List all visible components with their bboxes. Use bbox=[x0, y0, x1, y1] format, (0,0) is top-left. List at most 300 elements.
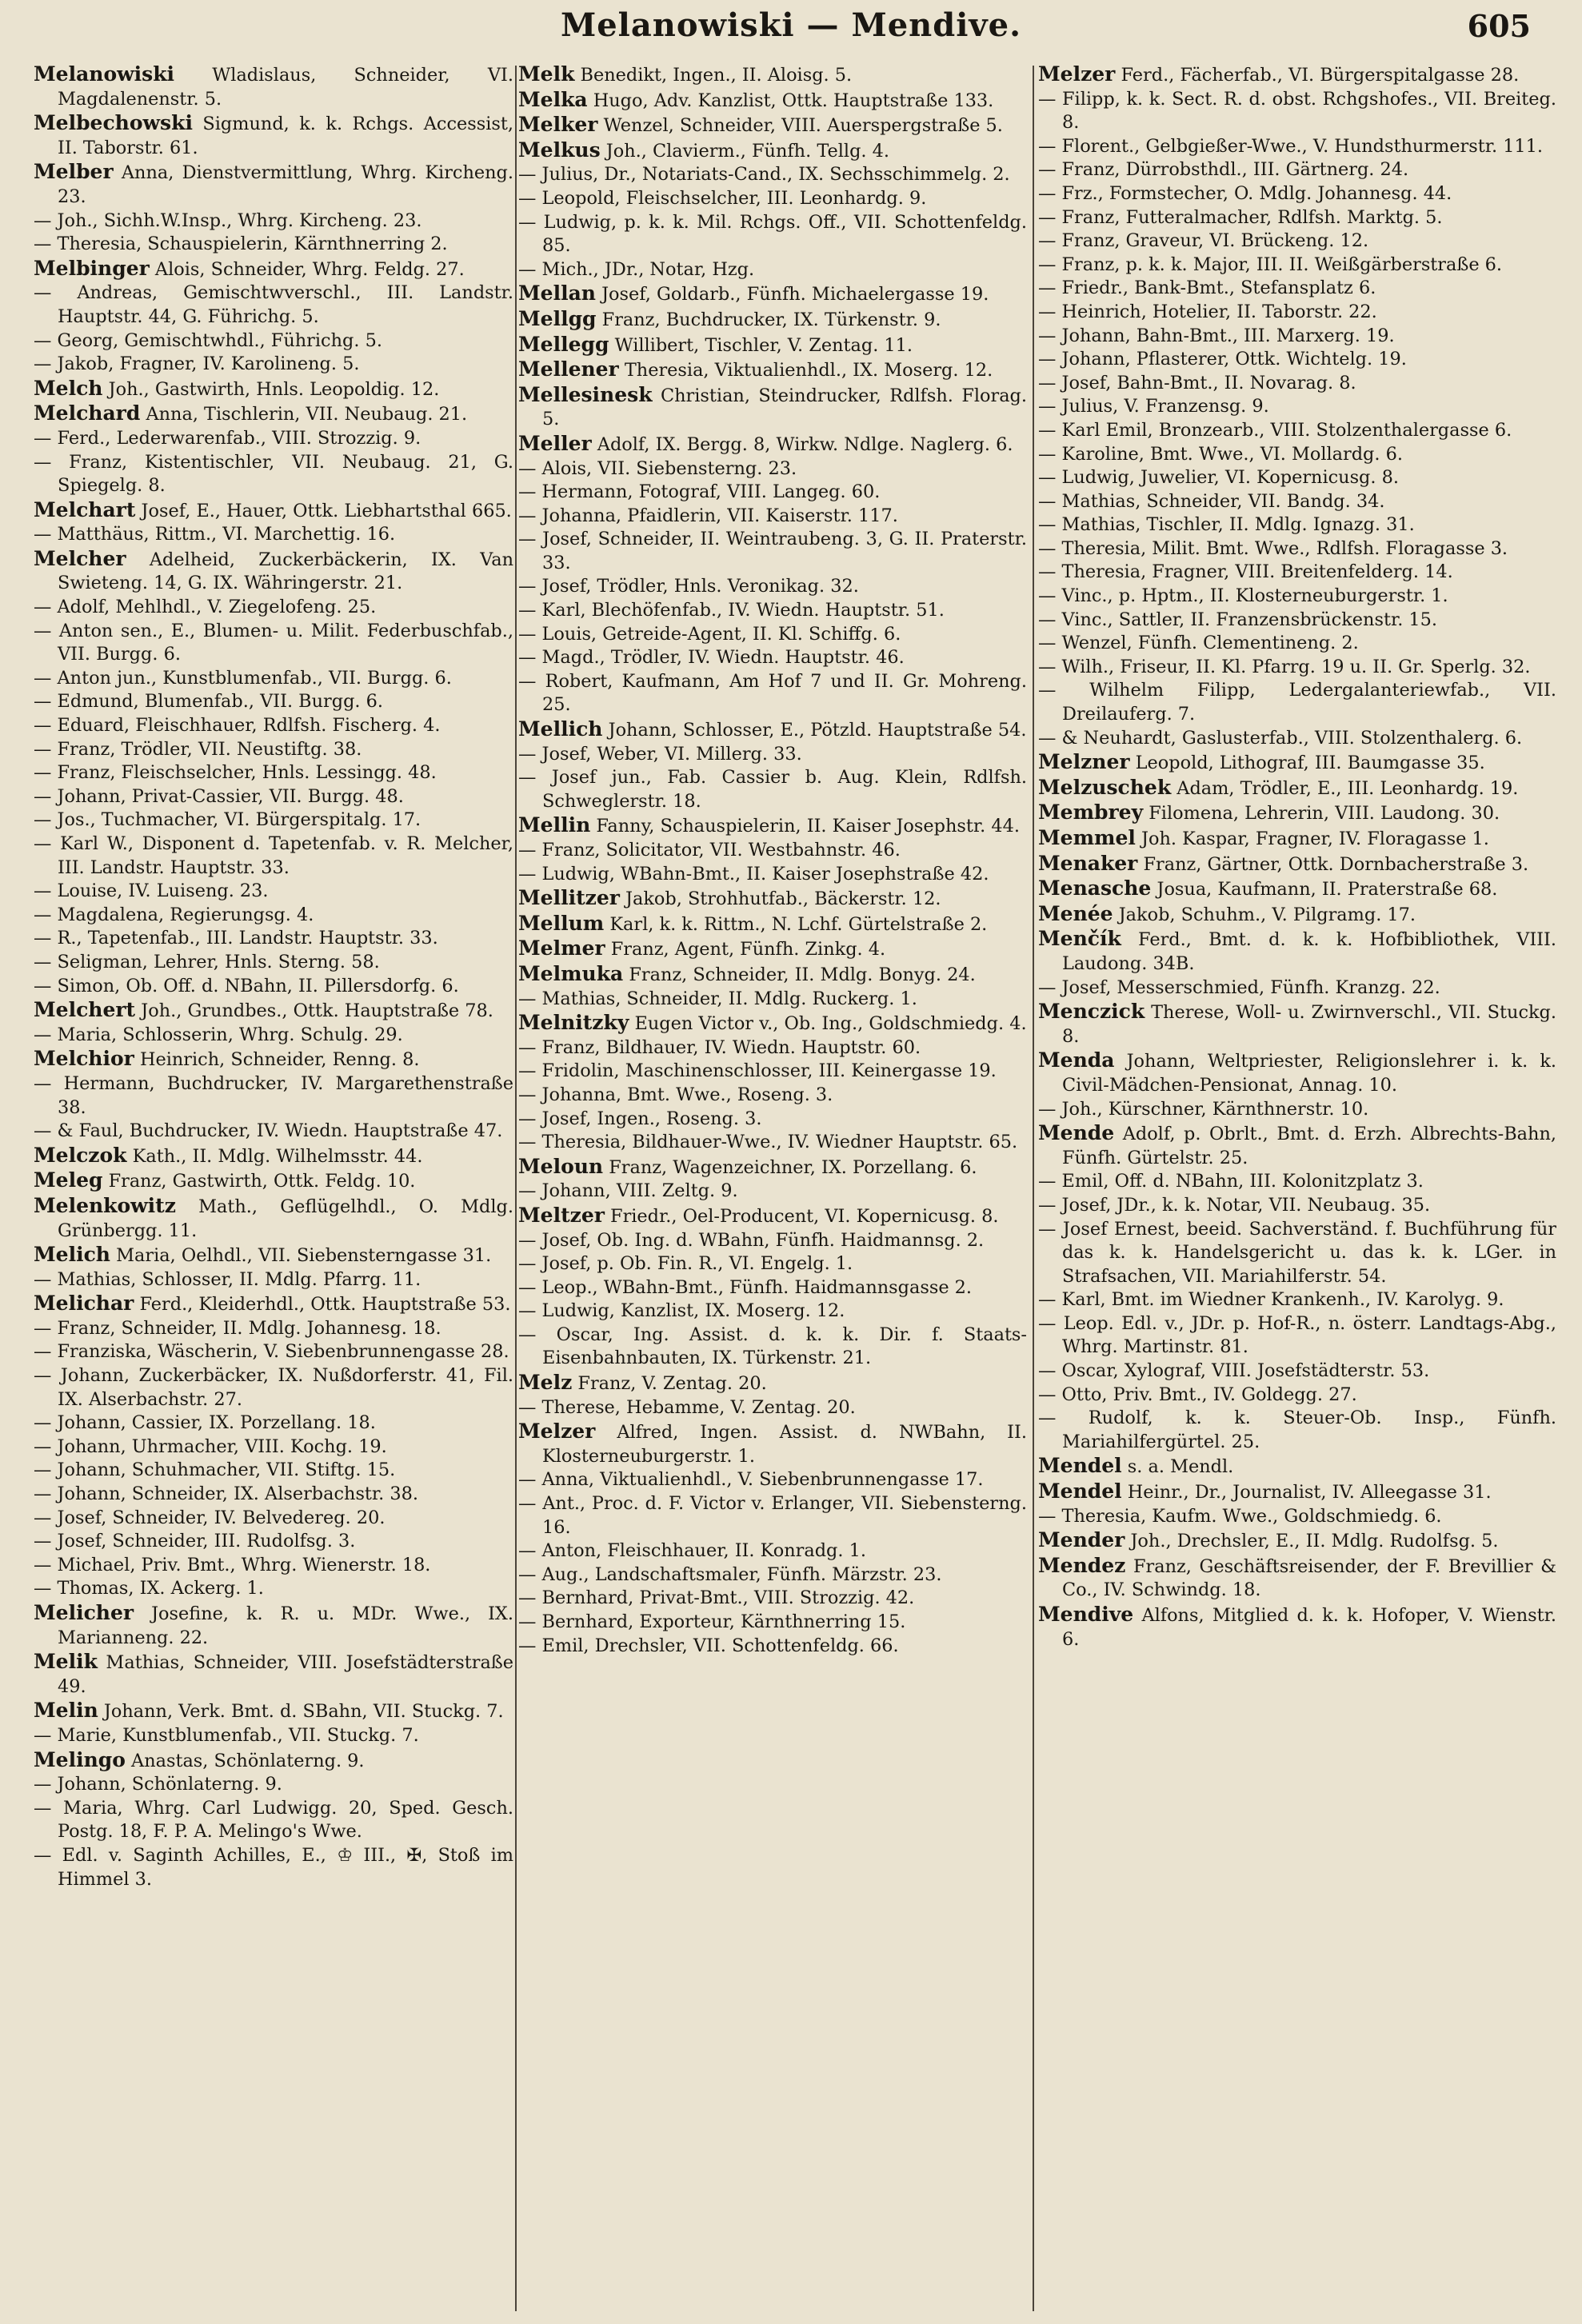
directory-entry bbox=[518, 912, 1027, 937]
directory-entry bbox=[34, 427, 513, 451]
directory-entry bbox=[34, 1483, 513, 1507]
entry-details: — Wilh., Friseur, II. Kl. Pfarrg. 19 u. II. Gr. Sperlg. 32. bbox=[1038, 656, 1531, 677]
entry-details: — Franz, Schneider, II. Mdlg. Johannesg. 18. bbox=[34, 1317, 441, 1339]
directory-entry bbox=[518, 1563, 1027, 1587]
entry-details: — Georg, Gemischtwhdl., Führichg. 5. bbox=[34, 329, 382, 351]
directory-entry bbox=[518, 1180, 1027, 1204]
entry-details: Franz, Agent, Fünfh. Zinkg. 4. bbox=[610, 939, 886, 960]
directory-entry bbox=[518, 528, 1027, 575]
entry-details: — Mich., JDr., Notar, Hzg. bbox=[518, 258, 755, 280]
directory-entry bbox=[1038, 537, 1556, 561]
directory-entry bbox=[1038, 1479, 1556, 1505]
page-title: Melanowiski — Mendive. bbox=[560, 6, 1022, 44]
entry-surname: Memmel bbox=[1038, 826, 1136, 849]
directory-entry bbox=[34, 1577, 513, 1601]
entry-details: Filomena, Lehrerin, VIII. Laudong. 30. bbox=[1149, 803, 1500, 825]
directory-entry bbox=[1038, 325, 1556, 349]
directory-entry bbox=[1038, 776, 1556, 801]
entry-details: — Adolf, Mehlhdl., V. Ziegelofeng. 25. bbox=[34, 597, 377, 618]
directory-entry bbox=[1038, 301, 1556, 325]
entry-surname: Mendive bbox=[1038, 1603, 1134, 1626]
entry-surname: Menée bbox=[1038, 901, 1113, 925]
entry-details: — Josef, Schneider, III. Rudolfsg. 3. bbox=[34, 1531, 356, 1552]
entry-details: — Josef, Weber, VI. Millerg. 33. bbox=[518, 743, 802, 765]
directory-entry bbox=[518, 307, 1027, 333]
entry-details: Jakob, Strohhutfab., Bäckerstr. 12. bbox=[625, 888, 941, 910]
directory-entry bbox=[1038, 927, 1556, 976]
entry-surname: Melich bbox=[34, 1243, 110, 1267]
directory-entry bbox=[34, 1120, 513, 1144]
entry-details: — Edl. v. Saginth Achilles, E., ♔ III., ✠, Stoß im Himmel 3. bbox=[34, 1844, 513, 1890]
entry-details: — Simon, Ob. Off. d. NBahn, II. Pillersdorfg. 6. bbox=[34, 975, 459, 996]
directory-entry bbox=[518, 1036, 1027, 1060]
entry-details: — Josef, Schneider, II. Weintraubeng. 3, G. II. Praterstr. 33. bbox=[518, 529, 1027, 573]
entry-details: Karl, k. k. Rittm., N. Lchf. Gürtelstraße 2. bbox=[609, 913, 988, 935]
directory-entry bbox=[34, 904, 513, 928]
entry-surname: Mendel bbox=[1038, 1479, 1122, 1503]
directory-entry bbox=[34, 1292, 513, 1317]
entry-details: — Julius, Dr., Notariats-Cand., IX. Sechsschimmelg. 2. bbox=[518, 164, 1010, 186]
entry-details: — Frz., Formstecher, O. Mdlg. Johannesg. 44. bbox=[1038, 182, 1452, 204]
directory-entry bbox=[1038, 852, 1556, 877]
entry-surname: Melmuka bbox=[518, 961, 624, 985]
entry-details: Josef, Goldarb., Fünfh. Michaelergasse 19. bbox=[601, 284, 989, 305]
entry-details: Leopold, Lithograf, III. Baumgasse 35. bbox=[1135, 753, 1485, 774]
entry-details: Adolf, IX. Bergg. 8, Wirkw. Ndlge. Naglerg. 6. bbox=[597, 433, 1013, 455]
entry-details: — Franz, Graveur, VI. Brückeng. 12. bbox=[1038, 230, 1369, 252]
directory-entry bbox=[1038, 1454, 1556, 1479]
entry-details: — Johann, Bahn-Bmt., III. Marxerg. 19. bbox=[1038, 325, 1395, 346]
entry-details: Benedikt, Ingen., II. Aloisg. 5. bbox=[580, 65, 853, 86]
directory-entry bbox=[1038, 1218, 1556, 1289]
directory-entry bbox=[34, 547, 513, 596]
directory-entry bbox=[1038, 135, 1556, 159]
entry-details: Josua, Kaufmann, II. Praterstraße 68. bbox=[1157, 879, 1498, 900]
entry-details: Math., Geflügelhdl., O. Mdlg. Grünbergg. 11. bbox=[58, 1196, 513, 1241]
directory-entry bbox=[518, 813, 1027, 839]
entry-surname: Melker bbox=[518, 113, 598, 137]
directory-entry bbox=[34, 233, 513, 257]
entry-details: — Karoline, Bmt. Wwe., VI. Mollardg. 6. bbox=[1038, 443, 1403, 465]
directory-entry bbox=[1038, 1528, 1556, 1554]
entry-details: Joh. Kaspar, Fragner, IV. Floragasse 1. bbox=[1141, 829, 1489, 849]
entry-surname: Melczok bbox=[34, 1143, 127, 1167]
directory-entry bbox=[518, 163, 1027, 187]
directory-entry bbox=[34, 1436, 513, 1459]
entry-details: — Vinc., Sattler, II. Franzensbrückenstr. 15. bbox=[1038, 609, 1438, 630]
directory-entry bbox=[1038, 585, 1556, 609]
entry-details: Johann, Schlosser, E., Pötzld. Hauptstraße 54. bbox=[608, 720, 1027, 741]
entry-surname: Melka bbox=[518, 87, 588, 111]
entry-surname: Mellan bbox=[518, 282, 596, 305]
entry-details: — Andreas, Gemischtwverschl., III. Landstr. Hauptstr. 44, G. Führichg. 5. bbox=[34, 282, 513, 327]
directory-entry bbox=[1038, 254, 1556, 278]
directory-entry bbox=[1038, 277, 1556, 301]
entry-details: — Alois, VII. Siebensterng. 23. bbox=[518, 457, 797, 479]
directory-entry bbox=[34, 353, 513, 377]
entry-details: Johann, Weltpriester, Religionslehrer i. k. k. Civil-Mädchen-Pensionat, Annag. 10. bbox=[1062, 1051, 1556, 1096]
directory-entry bbox=[34, 1412, 513, 1436]
directory-entry bbox=[518, 62, 1027, 88]
entry-details: Ferd., Bmt. d. k. k. Hofbibliothek, VIII. Laudong. 34B. bbox=[1062, 929, 1556, 974]
directory-entry bbox=[34, 523, 513, 547]
entry-details: — Theresia, Fragner, VIII. Breitenfelderg. 14. bbox=[1038, 561, 1453, 583]
entry-details: — Johanna, Pfaidlerin, VII. Kaiserstr. 117. bbox=[518, 505, 898, 526]
entry-details: — Johann, Pflasterer, Ottk. Wichtelg. 19. bbox=[1038, 349, 1407, 370]
directory-entry bbox=[518, 258, 1027, 282]
directory-entry bbox=[1038, 513, 1556, 537]
entry-details: — Therese, Hebamme, V. Zentag. 20. bbox=[518, 1396, 856, 1418]
directory-entry bbox=[518, 1060, 1027, 1084]
directory-column-3 bbox=[1038, 62, 1556, 2311]
entry-details: — Ludwig, Kanzlist, IX. Moserg. 12. bbox=[518, 1300, 845, 1322]
entry-details: Adam, Trödler, E., III. Leonhardg. 19. bbox=[1177, 777, 1519, 799]
entry-details: — Anton, Fleischhauer, II. Konradg. 1. bbox=[518, 1540, 866, 1562]
directory-entry bbox=[1038, 876, 1556, 902]
entry-details: Ferd., Fächerfab., VI. Bürgerspitalgasse 28. bbox=[1121, 65, 1520, 86]
directory-entry bbox=[34, 714, 513, 738]
entry-details: Sigmund, k. k. Rchgs. Accessist, II. Taborstr. 61. bbox=[58, 114, 513, 158]
entry-details: — Leop., WBahn-Bmt., Fünfh. Haidmannsgasse 2. bbox=[518, 1276, 973, 1298]
entry-surname: Melch bbox=[34, 376, 103, 400]
entry-surname: Melin bbox=[34, 1699, 98, 1723]
directory-entry bbox=[34, 1243, 513, 1268]
entry-details: — Johanna, Bmt. Wwe., Roseng. 3. bbox=[518, 1084, 833, 1105]
entry-details: — & Neuhardt, Gaslusterfab., VIII. Stolzenthalerg. 6. bbox=[1038, 727, 1523, 749]
entry-surname: Menaker bbox=[1038, 851, 1138, 875]
directory-entry bbox=[518, 383, 1027, 432]
entry-surname: Melchart bbox=[34, 497, 136, 521]
entry-surname: Meller bbox=[518, 431, 592, 455]
directory-entry bbox=[1038, 1407, 1556, 1454]
directory-column-2 bbox=[518, 62, 1027, 2311]
entry-details: s. a. Mendl. bbox=[1127, 1456, 1234, 1478]
directory-entry bbox=[34, 738, 513, 762]
entry-details: Josefine, k. R. u. MDr. Wwe., IX. Marianneng. 22. bbox=[58, 1603, 513, 1648]
directory-entry bbox=[518, 1131, 1027, 1155]
directory-entry bbox=[518, 1204, 1027, 1229]
entry-surname: Mellener bbox=[518, 357, 619, 381]
entry-details: — Josef, Ingen., Roseng. 3. bbox=[518, 1108, 762, 1129]
directory-entry bbox=[518, 670, 1027, 717]
entry-details: — Michael, Priv. Bmt., Whrg. Wienerstr. 18. bbox=[34, 1554, 431, 1575]
entry-surname: Melchior bbox=[34, 1047, 134, 1071]
entry-details: — Marie, Kunstblumenfab., VII. Stuckg. 7. bbox=[34, 1724, 419, 1746]
directory-entry bbox=[34, 282, 513, 329]
directory-entry bbox=[1038, 1384, 1556, 1408]
directory-entry bbox=[1038, 1360, 1556, 1384]
entry-details: — Heinrich, Hotelier, II. Taborstr. 22. bbox=[1038, 301, 1377, 322]
directory-entry bbox=[518, 1229, 1027, 1253]
directory-entry bbox=[518, 863, 1027, 887]
entry-details: Mathias, Schneider, VIII. Josefstädterstraße 49. bbox=[58, 1652, 513, 1697]
entry-details: — Oscar, Ing. Assist. d. k. k. Dir. f. Staats-Eisenbahnbauten, IX. Türkenstr. 21. bbox=[518, 1324, 1027, 1369]
directory-entry bbox=[1038, 727, 1556, 751]
entry-details: — Johann, Schönlaterng. 9. bbox=[34, 1774, 282, 1795]
entry-details: Joh., Drechsler, E., II. Mdlg. Rudolfsg. 5. bbox=[1130, 1531, 1499, 1552]
entry-details: — Theresia, Kaufm. Wwe., Goldschmiedg. 6. bbox=[1038, 1505, 1442, 1527]
entry-details: — Ludwig, Juwelier, VI. Kopernicusg. 8. bbox=[1038, 467, 1399, 489]
directory-entry bbox=[518, 1587, 1027, 1611]
directory-entry bbox=[34, 761, 513, 785]
entry-details: Fanny, Schauspielerin, II. Kaiser Josephstr. 44. bbox=[596, 816, 1020, 837]
directory-entry bbox=[518, 1011, 1027, 1036]
directory-entry bbox=[34, 1724, 513, 1748]
directory-entry bbox=[34, 880, 513, 904]
entry-details: Kath., II. Mdlg. Wilhelmsstr. 44. bbox=[132, 1145, 423, 1167]
directory-entry bbox=[1038, 679, 1556, 726]
directory-entry bbox=[1038, 1603, 1556, 1651]
entry-details: — Robert, Kaufmann, Am Hof 7 und II. Gr. Mohreng. 25. bbox=[518, 670, 1027, 716]
entry-details: — Franz, Kistentischler, VII. Neubaug. 21, G. Spiegelg. 8. bbox=[34, 451, 513, 497]
directory-entry bbox=[34, 927, 513, 951]
directory-entry bbox=[518, 717, 1027, 743]
directory-column-1 bbox=[34, 62, 513, 2311]
directory-entry bbox=[1038, 419, 1556, 443]
entry-surname: Melanowiski bbox=[34, 62, 175, 86]
directory-entry bbox=[1038, 206, 1556, 230]
directory-entry bbox=[518, 333, 1027, 358]
entry-surname: Melmer bbox=[518, 936, 605, 960]
entry-surname: Meleg bbox=[34, 1168, 103, 1192]
entry-details: — Oscar, Xylograf, VIII. Josefstädterstr. 53. bbox=[1038, 1360, 1430, 1382]
entry-surname: Melchert bbox=[34, 998, 136, 1022]
entry-surname: Melber bbox=[34, 160, 114, 184]
entry-details: — Anton sen., E., Blumen- u. Milit. Federbuschfab., VII. Burgg. 6. bbox=[34, 620, 513, 665]
entry-details: Johann, Verk. Bmt. d. SBahn, VII. Stuckg. 7. bbox=[103, 1701, 504, 1723]
directory-entry bbox=[518, 623, 1027, 647]
directory-entry bbox=[34, 498, 513, 524]
directory-entry bbox=[518, 988, 1027, 1012]
entry-details: Franz, Gärtner, Ottk. Dornbacherstraße 3. bbox=[1143, 853, 1529, 875]
entry-details: — Joh., Kürschner, Kärnthnerstr. 10. bbox=[1038, 1098, 1369, 1120]
entry-surname: Melzer bbox=[1038, 62, 1116, 86]
entry-details: — Franz, Futteralmacher, Rdlfsh. Marktg. 5. bbox=[1038, 206, 1443, 228]
directory-entry bbox=[1038, 466, 1556, 490]
entry-surname: Melzner bbox=[1038, 750, 1130, 774]
entry-surname: Melenkowitz bbox=[34, 1193, 176, 1217]
directory-entry bbox=[518, 1635, 1027, 1659]
directory-entry bbox=[518, 886, 1027, 912]
entry-details: — Rudolf, k. k. Steuer-Ob. Insp., Fünfh. Mariahilfergürtel. 25. bbox=[1038, 1408, 1556, 1452]
entry-details: — Franz, Fleischselcher, Hnls. Lessingg. 48. bbox=[34, 762, 437, 784]
entry-surname: Menczick bbox=[1038, 1000, 1145, 1024]
directory-entry bbox=[1038, 372, 1556, 396]
directory-entry bbox=[34, 62, 513, 111]
entry-details: Alois, Schneider, Whrg. Feldg. 27. bbox=[154, 258, 465, 280]
entry-details: — Ludwig, p. k. k. Mil. Rchgs. Off., VII. Schottenfeldg. 85. bbox=[518, 211, 1027, 257]
directory-entry bbox=[1038, 158, 1556, 182]
directory-entry bbox=[34, 1797, 513, 1844]
entry-surname: Melkus bbox=[518, 138, 601, 162]
entry-details: — Seligman, Lehrer, Hnls. Sterng. 58. bbox=[34, 951, 380, 972]
entry-surname: Mellesinesk bbox=[518, 382, 653, 406]
page-number: 605 bbox=[1467, 8, 1531, 44]
entry-details: Wladislaus, Schneider, VI. Magdalenenstr. 5. bbox=[58, 65, 513, 110]
directory-entry bbox=[1038, 348, 1556, 372]
directory-entry bbox=[34, 1194, 513, 1243]
directory-entry bbox=[518, 138, 1027, 164]
directory-entry bbox=[518, 1371, 1027, 1396]
entry-details: — Hermann, Buchdrucker, IV. Margarethenstraße 38. bbox=[34, 1072, 513, 1118]
entry-details: — Leop. Edl. v., JDr. p. Hof-R., n. österr. Landtags-Abg., Whrg. Martinstr. 81. bbox=[1038, 1312, 1556, 1358]
directory-entry bbox=[34, 1364, 513, 1412]
entry-details: — Fridolin, Maschinenschlosser, III. Keinergasse 19. bbox=[518, 1060, 997, 1082]
entry-details: — Filipp, k. k. Sect. R. d. obst. Rchgshofes., VII. Breiteg. 8. bbox=[1038, 88, 1556, 134]
directory-entry bbox=[518, 1108, 1027, 1132]
entry-details: Heinr., Dr., Journalist, IV. Alleegasse 31. bbox=[1127, 1482, 1492, 1503]
entry-details: — Jakob, Fragner, IV. Karolineng. 5. bbox=[34, 353, 360, 375]
directory-entry bbox=[34, 1340, 513, 1364]
entry-details: Anastas, Schönlaterng. 9. bbox=[131, 1750, 365, 1771]
entry-details: — Joh., Sichh.W.Insp., Whrg. Kircheng. 23. bbox=[34, 210, 422, 231]
entry-details: — Aug., Landschaftsmaler, Fünfh. Märzstr. 23. bbox=[518, 1563, 942, 1585]
entry-details: — Maria, Schlosserin, Whrg. Schulg. 29. bbox=[34, 1024, 403, 1045]
entry-details: Eugen Victor v., Ob. Ing., Goldschmiedg. 4. bbox=[634, 1013, 1027, 1035]
directory-entry bbox=[34, 257, 513, 282]
entry-details: Willibert, Tischler, V. Zentag. 11. bbox=[614, 334, 913, 356]
entry-details: Anna, Dienstvermittlung, Whrg. Kircheng. 23. bbox=[58, 162, 513, 207]
directory-entry bbox=[518, 457, 1027, 481]
entry-details: — Louise, IV. Luiseng. 23. bbox=[34, 880, 269, 902]
directory-entry bbox=[518, 282, 1027, 307]
directory-entry bbox=[34, 951, 513, 975]
directory-entry bbox=[1038, 561, 1556, 585]
directory-entry bbox=[34, 1530, 513, 1554]
entry-details: — Josef Ernest, beeid. Sachverständ. f. Buchführung für das k. k. Handelsgericht u. das k. k. LGer. in Strafsachen, VII. Mariahilferstr. 54. bbox=[1038, 1218, 1556, 1287]
directory-entry bbox=[1038, 1170, 1556, 1194]
directory-entry bbox=[518, 211, 1027, 258]
directory-entry bbox=[34, 596, 513, 620]
directory-entry bbox=[34, 1650, 513, 1699]
directory-entry bbox=[518, 962, 1027, 988]
directory-entry bbox=[518, 88, 1027, 114]
directory-entry bbox=[1038, 609, 1556, 633]
directory-entry bbox=[518, 1252, 1027, 1276]
entry-details: — Maria, Whrg. Carl Ludwigg. 20, Sped. Gesch. Postg. 18, F. P. A. Melingo's Wwe. bbox=[34, 1797, 513, 1843]
entry-details: Hugo, Adv. Kanzlist, Ottk. Hauptstraße 133. bbox=[593, 90, 994, 111]
directory-entry bbox=[518, 646, 1027, 670]
directory-entry bbox=[34, 160, 513, 209]
directory-entry bbox=[1038, 976, 1556, 1000]
entry-details: — Johann, Cassier, IX. Porzellang. 18. bbox=[34, 1412, 376, 1434]
entry-surname: Melcher bbox=[34, 546, 126, 570]
directory-entry bbox=[1038, 632, 1556, 656]
entry-surname: Melbechowski bbox=[34, 111, 193, 135]
entry-details: — Emil, Drechsler, VII. Schottenfeldg. 66. bbox=[518, 1635, 899, 1656]
entry-details: — Theresia, Bildhauer-Wwe., IV. Wiedner Hauptstr. 65. bbox=[518, 1132, 1018, 1153]
entry-details: — R., Tapetenfab., III. Landstr. Hauptstr. 33. bbox=[34, 928, 438, 949]
directory-entry bbox=[34, 1317, 513, 1341]
directory-entry bbox=[1038, 1121, 1556, 1170]
directory-entry bbox=[518, 766, 1027, 813]
entry-details: Franz, V. Zentag. 20. bbox=[577, 1373, 767, 1395]
directory-entry bbox=[34, 1144, 513, 1169]
entry-surname: Meltzer bbox=[518, 1203, 605, 1227]
entry-surname: Menda bbox=[1038, 1048, 1115, 1072]
directory-entry bbox=[34, 329, 513, 353]
entry-details: — Eduard, Fleischhauer, Rdlfsh. Fischerg. 4. bbox=[34, 715, 441, 737]
directory-entry bbox=[34, 809, 513, 833]
entry-surname: Meloun bbox=[518, 1154, 604, 1178]
directory-entry bbox=[518, 936, 1027, 962]
directory-entry bbox=[1038, 801, 1556, 826]
entry-details: Wenzel, Schneider, VIII. Auerspergstraße 5. bbox=[603, 115, 1003, 137]
entry-details: Franz, Geschäftsreisender, der F. Brevillier & Co., IV. Schwindg. 18. bbox=[1062, 1555, 1556, 1601]
directory-entry bbox=[1038, 182, 1556, 206]
directory-entry bbox=[34, 1047, 513, 1072]
entry-details: — Johann, Privat-Cassier, VII. Burgg. 48. bbox=[34, 785, 404, 807]
directory-entry bbox=[518, 505, 1027, 529]
directory-entry bbox=[1038, 750, 1556, 776]
entry-surname: Melzer bbox=[518, 1420, 596, 1444]
entry-details: — Emil, Off. d. NBahn, III. Kolonitzplatz 3. bbox=[1038, 1171, 1424, 1192]
entry-details: — Josef, Schneider, IV. Belvedereg. 20. bbox=[34, 1507, 386, 1528]
directory-entry bbox=[518, 1084, 1027, 1108]
entry-details: — Franziska, Wäscherin, V. Siebenbrunnengasse 28. bbox=[34, 1341, 509, 1363]
entry-surname: Melz bbox=[518, 1371, 573, 1395]
entry-details: — Julius, V. Franzensg. 9. bbox=[1038, 396, 1269, 417]
entry-details: — Magd., Trödler, IV. Wiedn. Hauptstr. 46. bbox=[518, 647, 905, 669]
entry-surname: Mellin bbox=[518, 813, 591, 837]
entry-details: — Karl, Bmt. im Wiedner Krankenh., IV. Karolyg. 9. bbox=[1038, 1289, 1504, 1311]
directory-entry bbox=[34, 620, 513, 667]
directory-entry bbox=[518, 599, 1027, 623]
entry-details: — Josef, Bahn-Bmt., II. Novarag. 8. bbox=[1038, 372, 1356, 393]
directory-entry bbox=[34, 1554, 513, 1578]
directory-entry bbox=[518, 1276, 1027, 1300]
entry-surname: Mendez bbox=[1038, 1553, 1126, 1577]
directory-entry bbox=[518, 1468, 1027, 1492]
entry-details: — Wenzel, Fünfh. Clementineng. 2. bbox=[1038, 633, 1359, 654]
directory-entry bbox=[518, 432, 1027, 457]
directory-entry bbox=[34, 998, 513, 1024]
entry-details: Franz, Gastwirth, Ottk. Feldg. 10. bbox=[108, 1171, 416, 1192]
directory-entry bbox=[518, 1396, 1027, 1420]
directory-entry bbox=[1038, 1312, 1556, 1360]
directory-entry bbox=[1038, 826, 1556, 852]
entry-details: — Bernhard, Exporteur, Kärnthnerring 15. bbox=[518, 1611, 906, 1632]
directory-entry bbox=[518, 187, 1027, 211]
entry-surname: Melbinger bbox=[34, 256, 150, 280]
directory-entry bbox=[34, 1268, 513, 1292]
entry-details: — Otto, Priv. Bmt., IV. Goldegg. 27. bbox=[1038, 1384, 1357, 1405]
entry-details: — Josef, Messerschmied, Fünfh. Kranzg. 22. bbox=[1038, 976, 1440, 998]
entry-surname: Mellum bbox=[518, 911, 605, 935]
entry-details: — Ludwig, WBahn-Bmt., II. Kaiser Josephstraße 42. bbox=[518, 863, 989, 884]
entry-details: Franz, Wagenzeichner, IX. Porzellang. 6. bbox=[609, 1156, 977, 1178]
entry-details: Friedr., Oel-Producent, VI. Kopernicusg. 8. bbox=[610, 1205, 999, 1227]
entry-details: — Ant., Proc. d. F. Victor v. Erlanger, VII. Siebensterng. 16. bbox=[518, 1493, 1027, 1538]
entry-details: Joh., Grundbes., Ottk. Hauptstraße 78. bbox=[141, 1000, 493, 1022]
directory-entry bbox=[1038, 1505, 1556, 1529]
directory-entry bbox=[1038, 62, 1556, 88]
entry-details: — Karl Emil, Bronzearb., VIII. Stolzenthalergasse 6. bbox=[1038, 419, 1512, 441]
directory-entry bbox=[34, 1168, 513, 1194]
column-divider bbox=[1033, 66, 1034, 2311]
directory-entry bbox=[518, 357, 1027, 383]
entry-surname: Mellich bbox=[518, 717, 603, 741]
directory-entry bbox=[1038, 88, 1556, 135]
entry-surname: Melik bbox=[34, 1650, 98, 1674]
directory-entry bbox=[1038, 1554, 1556, 1603]
entry-details: Joh., Clavierm., Fünfh. Tellg. 4. bbox=[605, 140, 890, 162]
entry-details: — Karl, Blechöfenfab., IV. Wiedn. Hauptstr. 51. bbox=[518, 600, 945, 621]
directory-entry bbox=[1038, 1000, 1556, 1048]
entry-details: Therese, Woll- u. Zwirnverschl., VII. Stuckg. 8. bbox=[1062, 1002, 1556, 1047]
directory-entry bbox=[34, 210, 513, 234]
entry-details: — Josef, p. Ob. Fin. R., VI. Engelg. 1. bbox=[518, 1253, 853, 1275]
